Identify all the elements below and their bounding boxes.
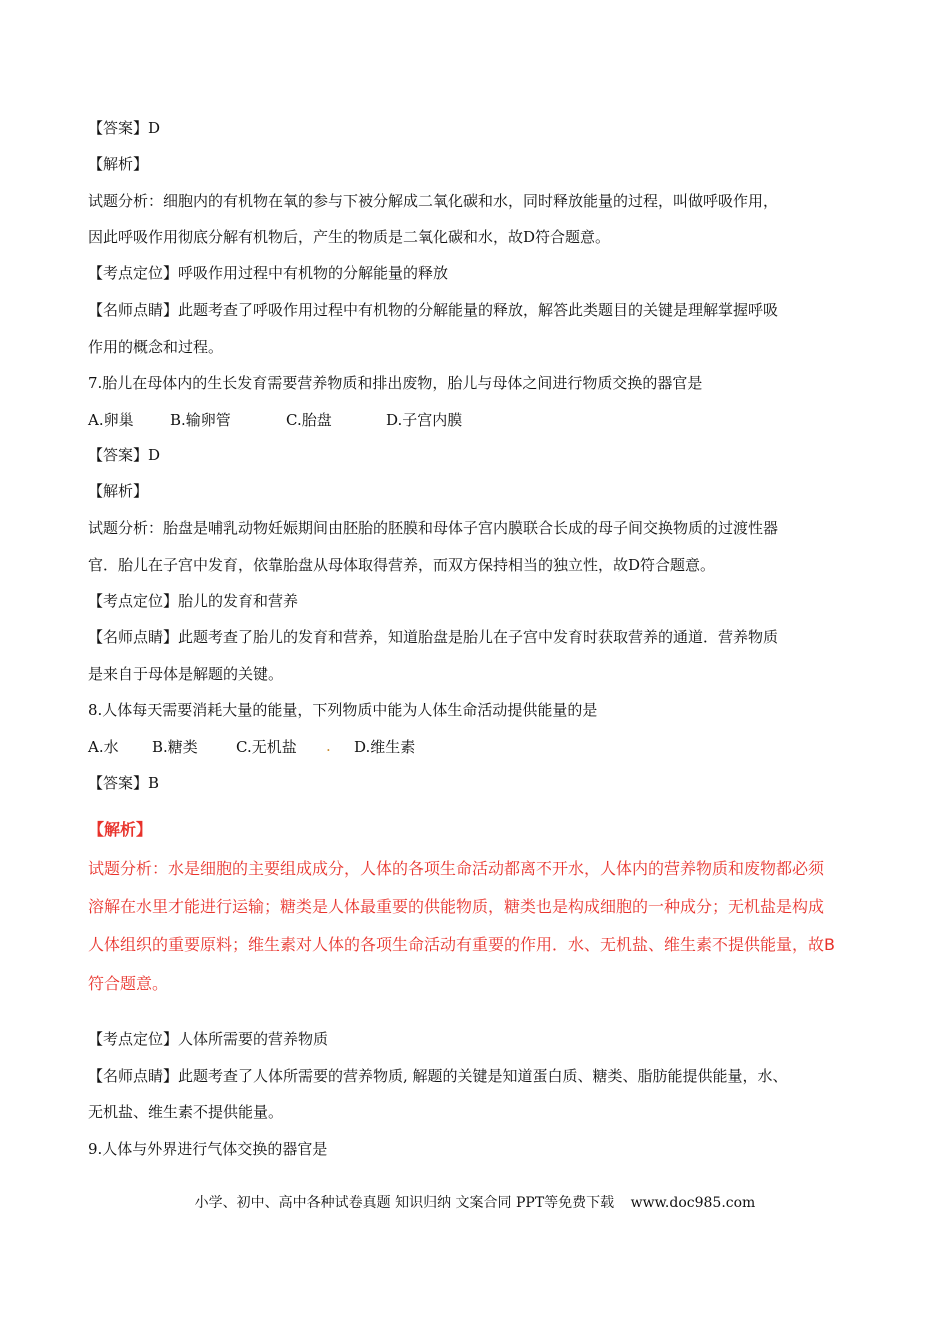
q8-analysis-line: 溶解在水里才能进行运输；糖类是人体最重要的供能物质，糖类也是构成细胞的一种成分；无机盐是构成 [88,897,825,916]
q8-question: 8.人体每天需要消耗大量的能量，下列物质中能为人体生命活动提供能量的是 [88,701,598,719]
q6-kaodian: 【考点定位】呼吸作用过程中有机物的分解能量的释放 [88,264,449,282]
stray-dot: . [326,737,331,755]
q8-dianjing-line: 【名师点睛】此题考查了人体所需要的营养物质, 解题的关键是知道蛋白质、糖类、脂肪能提供能量，水、 [88,1067,788,1085]
q6-dianjing-line: 作用的概念和过程。 [88,338,224,356]
q7-analysis-title: 【解析】 [88,482,149,500]
q8-analysis-line: 试题分析：水是细胞的主要组成成分，人体的各项生命活动都离不开水，人体内的营养物质和废物都必须 [88,859,825,878]
q8-answer: 【答案】B [88,774,160,792]
q7-option-c: C.胎盘 [286,411,332,429]
q8-option-d: D.维生素 [354,738,416,756]
q8-option-c: C.无机盐 [236,738,297,756]
q6-dianjing-line: 【名师点睛】此题考查了呼吸作用过程中有机物的分解能量的释放，解答此类题目的关键是理解掌握呼吸 [88,301,779,319]
q9-question: 9.人体与外界进行气体交换的器官是 [88,1140,328,1158]
q6-analysis-line: 因此呼吸作用彻底分解有机物后，产生的物质是二氧化碳和水，故D符合题意。 [88,228,611,246]
page-footer [0,1193,950,1213]
q8-analysis-line: 符合题意。 [88,974,169,993]
q8-option-b: B.糖类 [152,738,198,756]
q7-question: 7.胎儿在母体内的生长发育需要营养物质和排出废物，胎儿与母体之间进行物质交换的器官是 [88,374,703,392]
q8-analysis-title: 【解析】 [88,820,153,839]
q7-answer: 【答案】D [88,446,161,464]
footer-url[interactable]: www.doc985.com [630,1195,756,1211]
q7-kaodian: 【考点定位】胎儿的发育和营养 [88,592,299,610]
q7-dianjing-line: 【名师点睛】此题考查了胎儿的发育和营养，知道胎盘是胎儿在子宫中发育时获取营养的通道．营养物质 [88,628,779,646]
q8-kaodian: 【考点定位】人体所需要的营养物质 [88,1030,329,1048]
q7-option-b: B.输卵管 [170,411,231,429]
q7-analysis-line: 试题分析：胎盘是哺乳动物妊娠期间由胚胎的胚膜和母体子宫内膜联合长成的母子间交换物质的过渡性器 [88,519,779,537]
q7-dianjing-line: 是来自于母体是解题的关键。 [88,665,284,683]
footer-text: 小学、初中、高中各种试卷真题 知识归纳 文案合同 PPT等免费下载 [194,1195,615,1211]
q7-analysis-line: 官．胎儿在子宫中发育，依靠胎盘从母体取得营养，而双方保持相当的独立性，故D符合题意。 [88,556,716,574]
q6-answer: 【答案】D [88,119,161,137]
q7-option-d: D.子宫内膜 [386,411,463,429]
q8-dianjing-line: 无机盐、维生素不提供能量。 [88,1103,284,1121]
q7-option-a: A.卵巢 [88,411,134,429]
q6-analysis-line: 试题分析：细胞内的有机物在氧的参与下被分解成二氧化碳和水，同时释放能量的过程，叫做呼吸作用， [88,192,779,210]
q8-analysis-line: 人体组织的重要原料；维生素对人体的各项生命活动有重要的作用．水、无机盐、维生素不提供能量，故B [88,935,835,954]
q6-analysis-title: 【解析】 [88,155,149,173]
q8-option-a: A.水 [88,738,119,756]
